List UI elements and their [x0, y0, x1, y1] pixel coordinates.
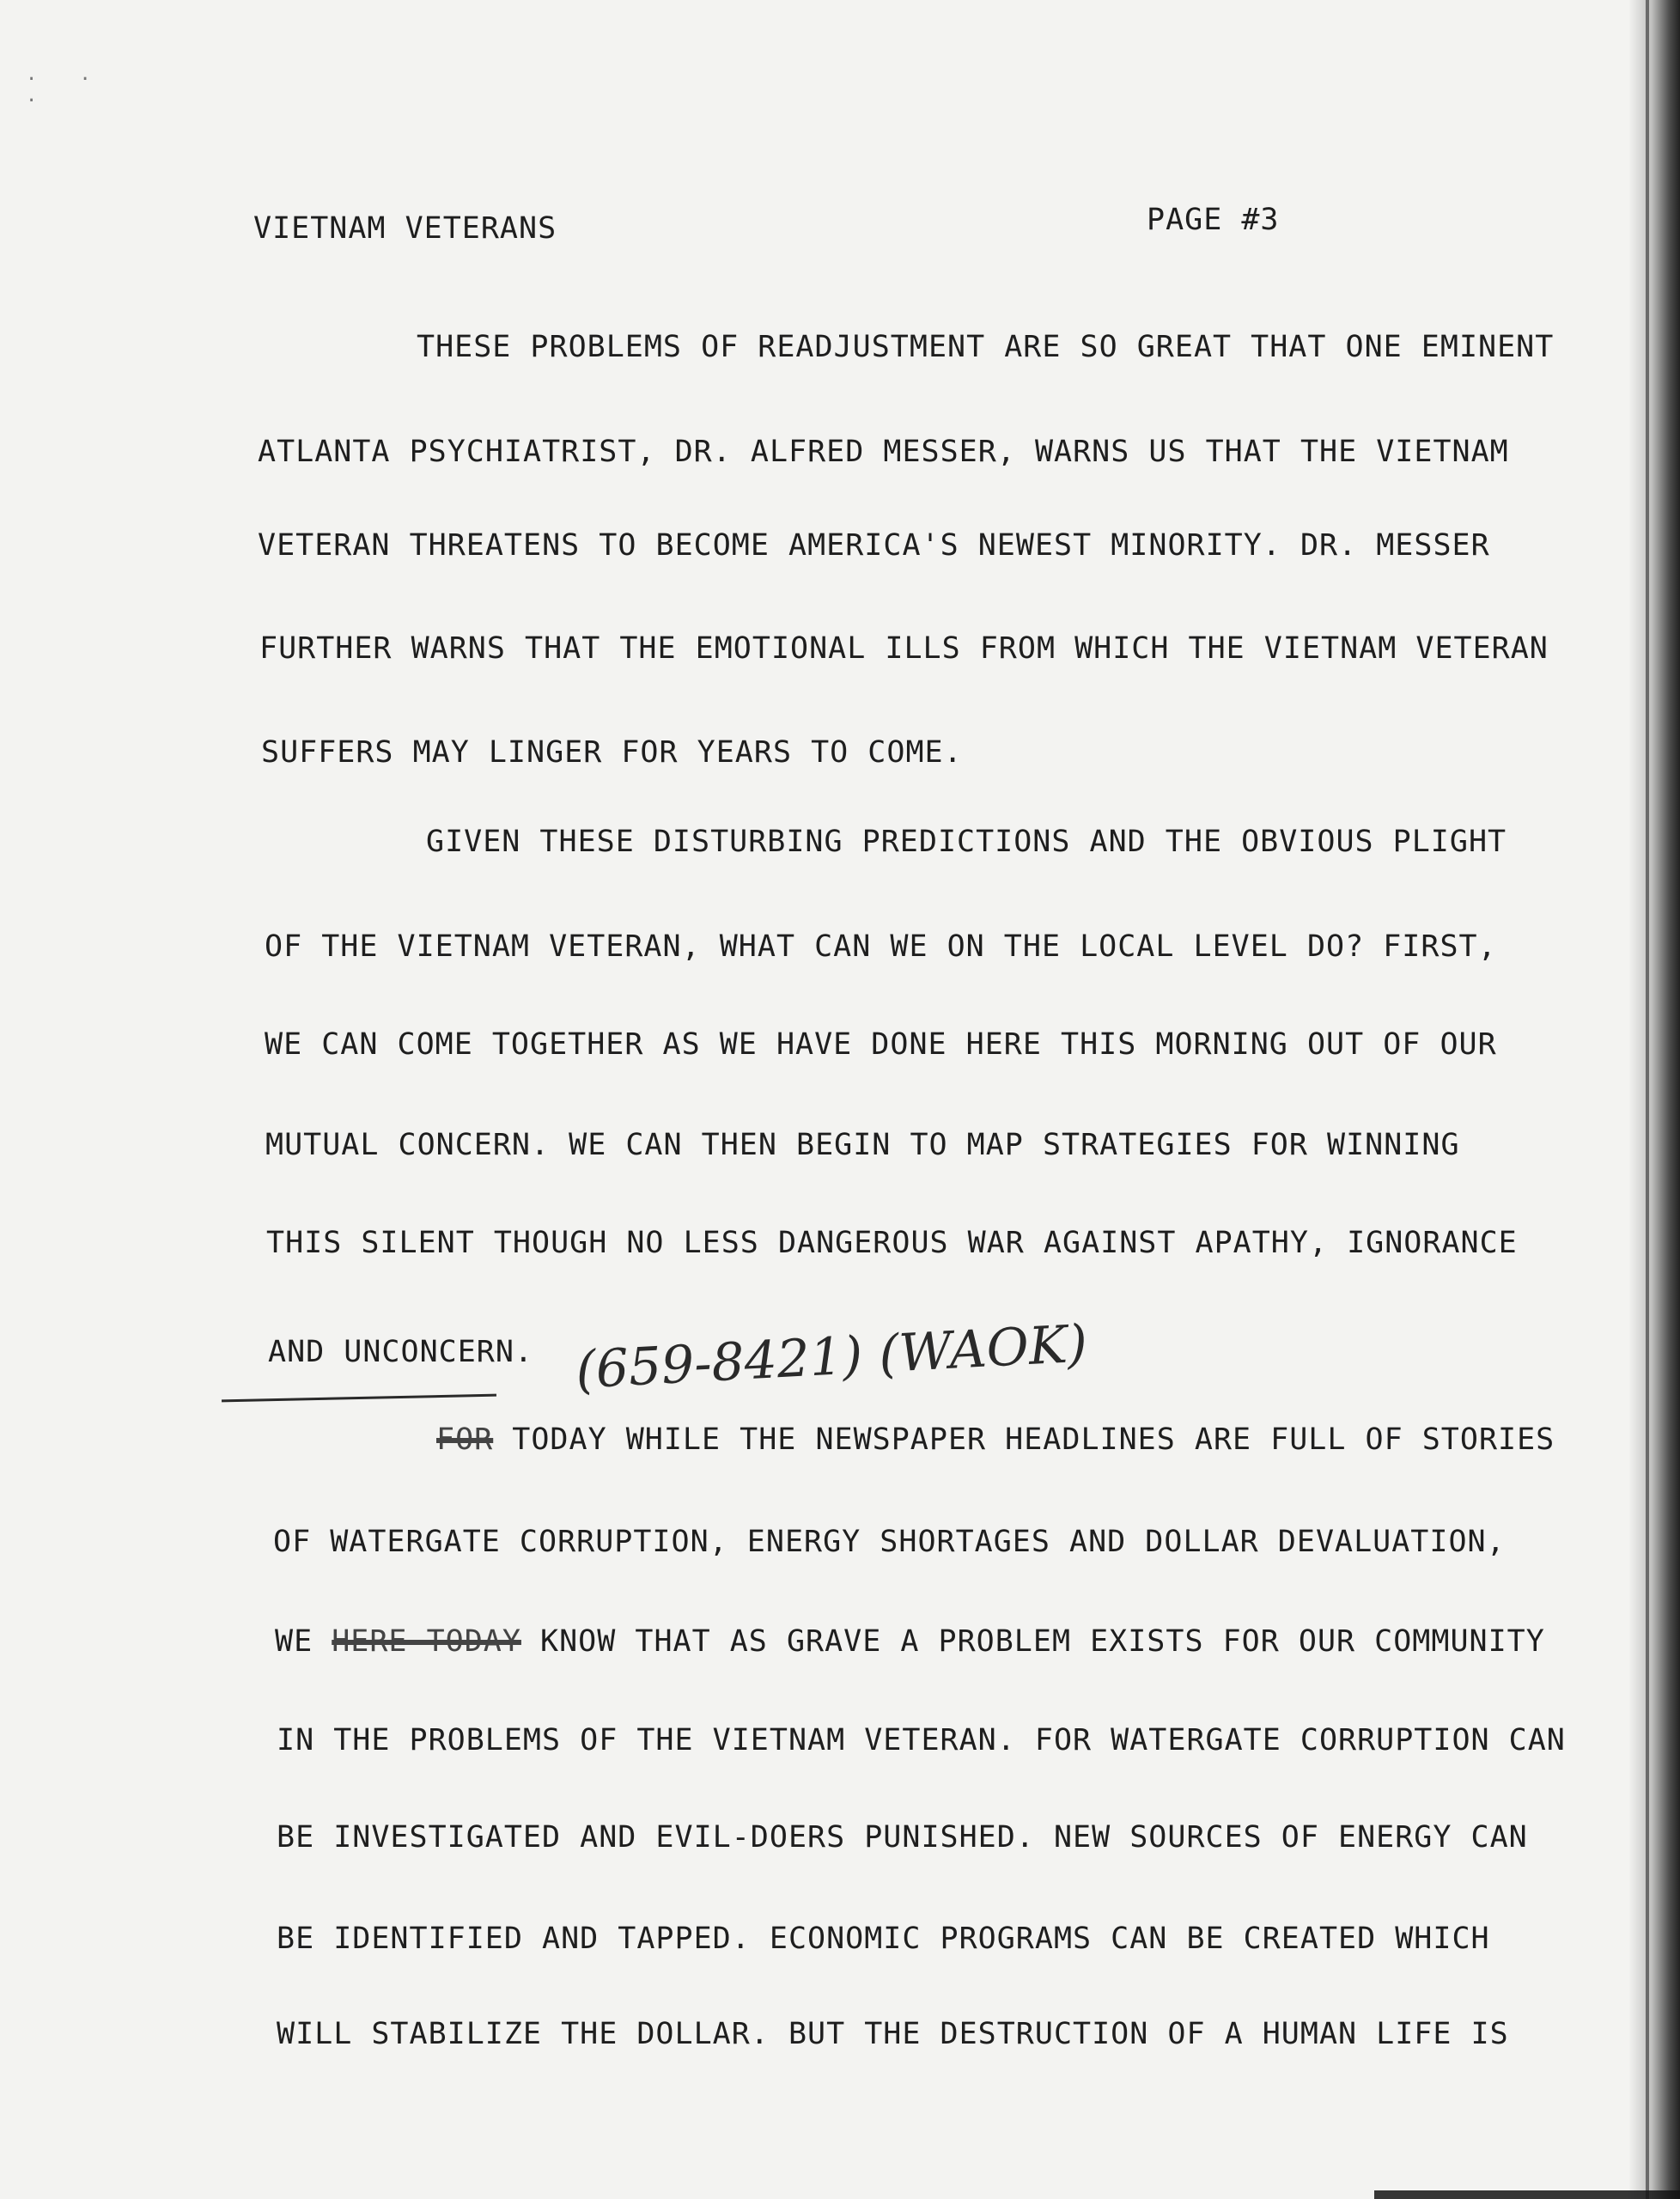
line-text: VETERAN THREATENS TO BECOME AMERICA'S NEWEST MINORITY. DR. MESSER: [258, 528, 1490, 563]
text-line: [426, 825, 1507, 859]
text-line: [417, 330, 1554, 364]
line-text: WE CAN COME TOGETHER AS WE HAVE DONE HERE THIS MORNING OUT OF OUR: [265, 1027, 1497, 1062]
line-text: WILL STABILIZE THE DOLLAR. BUT THE DESTRUCTION OF A HUMAN LIFE IS: [277, 2017, 1509, 2051]
handwritten-note: (659-8421) (WAOK): [574, 1313, 1089, 1401]
scan-right-edge-line: [1646, 0, 1649, 2199]
scan-right-edge: [1628, 0, 1680, 2199]
text-line: [277, 1922, 1490, 1956]
scan-edge-marks: · · ·: [26, 69, 107, 112]
line-text: KNOW THAT AS GRAVE A PROBLEM EXISTS FOR OUR COMMUNITY: [520, 1624, 1545, 1659]
line-text: BE IDENTIFIED AND TAPPED. ECONOMIC PROGRAMS CAN BE CREATED WHICH: [277, 1922, 1490, 1956]
line-text: ATLANTA PSYCHIATRIST, DR. ALFRED MESSER, WARNS US THAT THE VIETNAM: [258, 435, 1509, 469]
handwritten-underline: [222, 1394, 496, 1403]
text-line: [277, 1723, 1566, 1757]
line-text: WE: [275, 1624, 332, 1659]
struck-text: HERE TODAY: [332, 1624, 521, 1659]
line-text: THESE PROBLEMS OF READJUSTMENT ARE SO GREAT THAT ONE EMINENT: [417, 330, 1555, 364]
text-line: [261, 735, 963, 770]
text-line: [277, 1820, 1528, 1855]
text-line: [275, 1624, 1545, 1659]
text-line: [273, 1525, 1506, 1559]
line-text: FURTHER WARNS THAT THE EMOTIONAL ILLS FROM WHICH THE VIETNAM VETERAN: [259, 631, 1549, 666]
line-text: IN THE PROBLEMS OF THE VIETNAM VETERAN. FOR WATERGATE CORRUPTION CAN: [277, 1723, 1566, 1757]
text-line: [266, 1226, 1518, 1260]
line-text: BE INVESTIGATED AND EVIL-DOERS PUNISHED. NEW SOURCES OF ENERGY CAN: [277, 1820, 1528, 1855]
text-line: [258, 528, 1490, 563]
line-text: GIVEN THESE DISTURBING PREDICTIONS AND THE OBVIOUS PLIGHT: [426, 825, 1507, 859]
line-text: AND UNCONCERN.: [268, 1335, 534, 1369]
text-line: [268, 1335, 533, 1369]
text-line: [265, 1128, 1460, 1162]
struck-text: FOR: [436, 1422, 494, 1457]
line-text: TODAY WHILE THE NEWSPAPER HEADLINES ARE FULL OF STORIES: [493, 1422, 1555, 1457]
text-line: [258, 435, 1509, 469]
line-text: THIS SILENT THOUGH NO LESS DANGEROUS WAR AGAINST APATHY, IGNORANCE: [266, 1226, 1518, 1260]
text-line: [259, 631, 1549, 666]
text-line: [265, 929, 1497, 964]
page-number: PAGE #3: [1147, 203, 1280, 237]
line-text: OF WATERGATE CORRUPTION, ENERGY SHORTAGES AND DOLLAR DEVALUATION,: [273, 1525, 1506, 1559]
scan-bottom-edge: [1374, 2190, 1680, 2199]
document-title: VIETNAM VETERANS: [253, 211, 557, 246]
text-line: [436, 1422, 1555, 1457]
text-line: [277, 2017, 1509, 2051]
text-line: [265, 1027, 1497, 1062]
line-text: SUFFERS MAY LINGER FOR YEARS TO COME.: [261, 735, 963, 770]
line-text: OF THE VIETNAM VETERAN, WHAT CAN WE ON THE LOCAL LEVEL DO? FIRST,: [265, 929, 1497, 964]
line-text: MUTUAL CONCERN. WE CAN THEN BEGIN TO MAP STRATEGIES FOR WINNING: [265, 1128, 1460, 1162]
